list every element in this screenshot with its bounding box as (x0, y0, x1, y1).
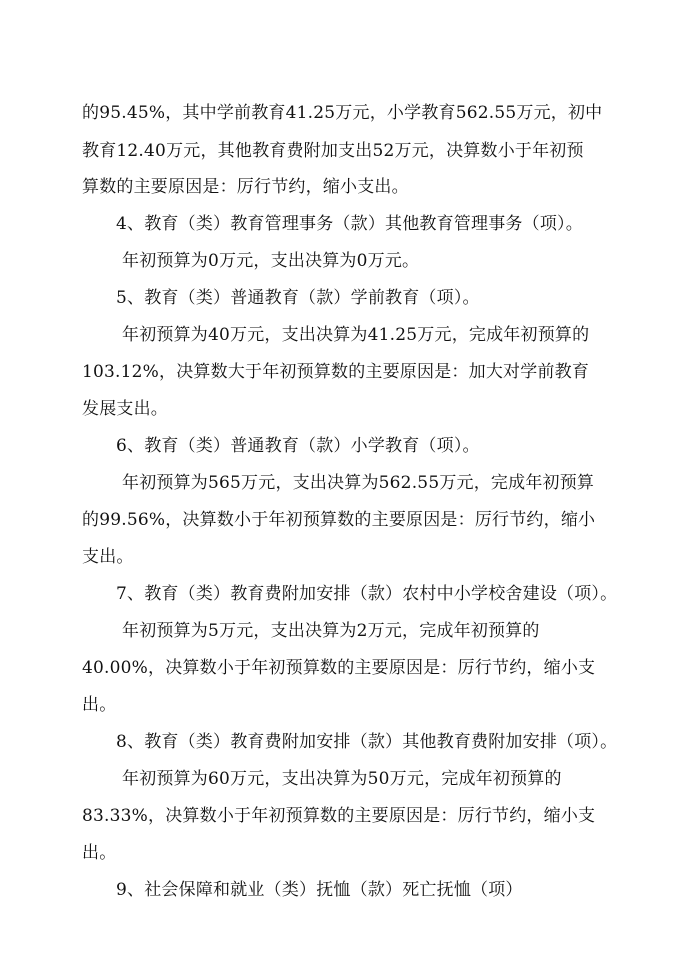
text-line-19: 年初预算为60万元，支出决算为50万元，完成年初预算的 (122, 769, 562, 789)
section-heading-6: 6、教育（类）普通教育（款）小学教育（项）。 (116, 436, 480, 456)
text-line-9: 发展支出。 (82, 399, 168, 419)
text-line-2: 教育12.40万元，其他教育费附加支出52万元，决算数小于年初预 (82, 141, 584, 161)
text-line-21: 出。 (82, 843, 117, 863)
text-line-17: 出。 (82, 695, 117, 715)
section-heading-9: 9、社会保障和就业（类）抚恤（款）死亡抚恤（项） (116, 880, 523, 900)
section-heading-7: 7、教育（类）教育费附加安排（款）农村中小学校舍建设（项）。 (116, 584, 618, 604)
section-heading-4: 4、教育（类）教育管理事务（款）其他教育管理事务（项）。 (116, 214, 583, 234)
text-line-3: 算数的主要原因是：厉行节约，缩小支出。 (82, 177, 409, 197)
text-line-1: 的95.45%，其中学前教育41.25万元，小学教育562.55万元，初中 (82, 103, 603, 123)
text-line-8: 103.12%，决算数大于年初预算数的主要原因是：加大对学前教育 (82, 362, 590, 382)
text-line-5: 年初预算为0万元，支出决算为0万元。 (122, 251, 420, 271)
text-line-13: 支出。 (82, 547, 134, 567)
text-line-12: 的99.56%，决算数小于年初预算数的主要原因是：厉行节约，缩小 (82, 510, 596, 530)
text-line-20: 83.33%，决算数小于年初预算数的主要原因是：厉行节约，缩小支 (82, 806, 596, 826)
section-heading-5: 5、教育（类）普通教育（款）学前教育（项）。 (116, 288, 480, 308)
section-heading-8: 8、教育（类）教育费附加安排（款）其他教育费附加安排（项）。 (116, 732, 618, 752)
text-line-16: 40.00%，决算数小于年初预算数的主要原因是：厉行节约，缩小支 (82, 658, 596, 678)
text-line-7: 年初预算为40万元，支出决算为41.25万元，完成年初预算的 (122, 325, 590, 345)
text-line-11: 年初预算为565万元，支出决算为562.55万元，完成年初预算 (122, 473, 595, 493)
text-line-15: 年初预算为5万元，支出决算为2万元，完成年初预算的 (122, 621, 540, 641)
